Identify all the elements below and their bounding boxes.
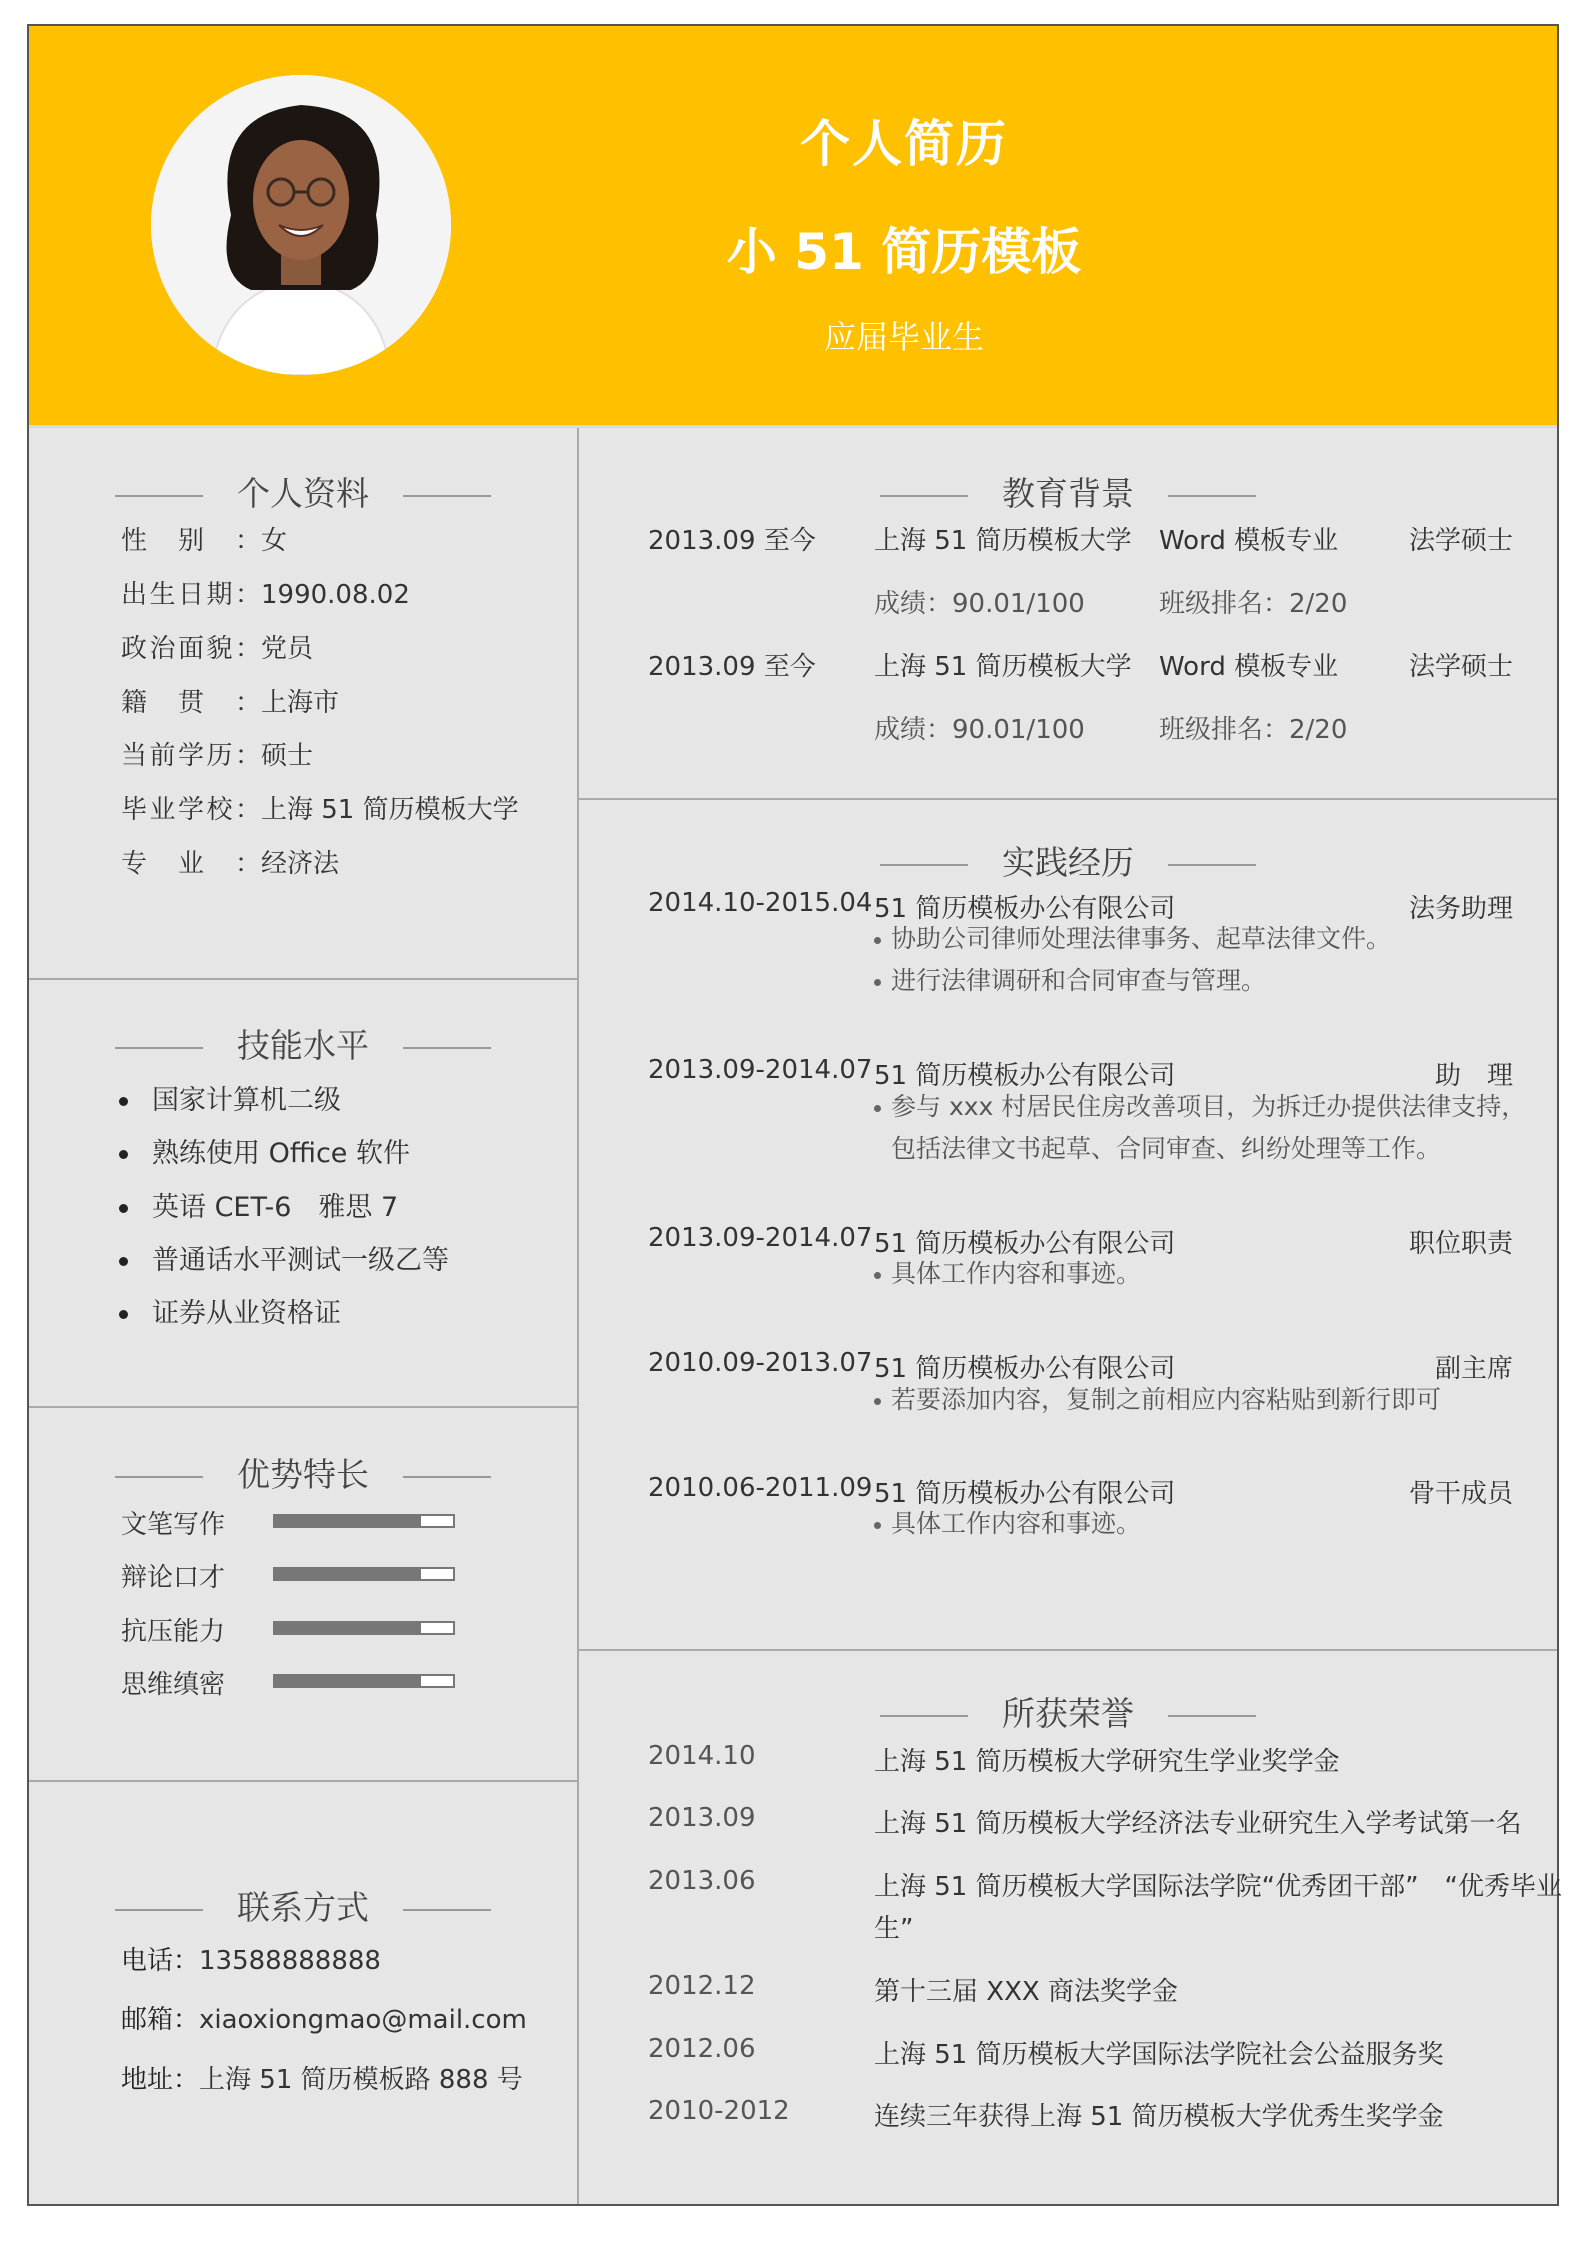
exp-role: 助 理 [1434, 1061, 1513, 1091]
honor-year: 2013.06 [648, 1866, 756, 1896]
exp-company: 51 简历模板办公有限公司 [874, 894, 1176, 924]
honor-year: 2013.09 [648, 1803, 756, 1833]
personal-item-degree: 当前学历：硕士 [121, 741, 314, 771]
section-title-contact: 联系方式 [29, 1882, 577, 1929]
strength-bar [273, 1621, 455, 1635]
personal-item-political: 政治面貌：党员 [121, 634, 314, 664]
resume-title: 个人简历 [800, 115, 1008, 173]
personal-item-school: 毕业学校：上海 51 简历模板大学 [121, 795, 519, 825]
edu-period: 2013.09 至今 [648, 652, 816, 682]
strength-bar [273, 1674, 455, 1688]
exp-detail: 协助公司律师处理法律事务、起草法律文件。 [874, 918, 1391, 960]
strength-bar [273, 1514, 455, 1528]
strength-bar [273, 1567, 455, 1581]
exp-role: 法务助理 [1408, 894, 1513, 924]
section-title-education: 教育背景 [579, 468, 1557, 515]
avatar [151, 75, 451, 375]
section-title-strengths: 优势特长 [29, 1449, 577, 1496]
section-divider [579, 1649, 1557, 1651]
contact-address: 地址：上海 51 简历模板路 888 号 [121, 2065, 523, 2095]
exp-period: 2013.09-2014.07 [648, 1223, 873, 1253]
left-column [29, 428, 579, 2204]
resume-header [29, 26, 1557, 428]
honor-year: 2012.06 [648, 2034, 756, 2064]
edu-degree: 法学硕士 [1408, 526, 1513, 556]
section-title-skills: 技能水平 [29, 1020, 577, 1067]
section-title-personal: 个人资料 [29, 468, 577, 515]
honor-year: 2014.10 [648, 1741, 756, 1771]
resume-subtitle: 应届毕业生 [823, 318, 984, 356]
personal-item-hometown: 籍贯：上海市 [121, 688, 340, 718]
resume-page [27, 24, 1563, 2206]
edu-rank: 班级排名：2/20 [1159, 589, 1348, 619]
section-divider [579, 798, 1557, 800]
portrait-photo [151, 75, 451, 375]
personal-item-major: 专业：经济法 [121, 849, 340, 879]
strength-label: 辩论口才 [121, 1563, 226, 1593]
section-divider [29, 978, 577, 980]
honor-text: 上海 51 简历模板大学国际法学院社会公益服务奖 [874, 2040, 1444, 2070]
honor-text: 第十三届 XXX 商法奖学金 [874, 1977, 1178, 2007]
exp-detail: 具体工作内容和事迹。 [874, 1253, 1141, 1295]
skill-item: 英语 CET-6 雅思 7 [119, 1185, 398, 1224]
personal-item-gender: 性别：女 [121, 526, 288, 556]
honor-text: 上海 51 简历模板大学经济法专业研究生入学考试第一名 [874, 1809, 1522, 1839]
contact-phone: 电话：13588888888 [121, 1946, 381, 1976]
strength-label: 文笔写作 [121, 1510, 226, 1540]
personal-item-birthdate: 出生日期：1990.08.02 [121, 580, 410, 610]
honor-text: 上海 51 简历模板大学研究生学业奖学金 [874, 1747, 1340, 1777]
edu-degree: 法学硕士 [1408, 652, 1513, 682]
exp-period: 2013.09-2014.07 [648, 1055, 873, 1085]
section-title-honors: 所获荣誉 [579, 1688, 1557, 1735]
exp-detail: 包括法律文书起草、合同审查、纠纷处理等工作。 [891, 1134, 1442, 1163]
skill-item: 证券从业资格证 [119, 1291, 341, 1330]
section-divider [29, 1780, 577, 1782]
exp-period: 2010.09-2013.07 [648, 1348, 873, 1378]
skill-item: 熟练使用 Office 软件 [119, 1131, 410, 1170]
honor-year: 2012.12 [648, 1971, 756, 2001]
exp-company: 51 简历模板办公有限公司 [874, 1061, 1176, 1091]
honor-text: 上海 51 简历模板大学国际法学院“优秀团干部” “优秀毕业 [874, 1872, 1563, 1902]
exp-company: 51 简历模板办公有限公司 [874, 1354, 1176, 1384]
edu-major: Word 模板专业 [1159, 652, 1339, 682]
contact-email: 邮箱：xiaoxiongmao@mail.com [121, 2005, 527, 2035]
honor-text: 连续三年获得上海 51 简历模板大学优秀生奖学金 [874, 2102, 1444, 2132]
honor-year: 2010-2012 [648, 2096, 790, 2126]
honor-text-continued: 生” [874, 1914, 914, 1944]
exp-period: 2014.10-2015.04 [648, 888, 873, 918]
edu-school: 上海 51 简历模板大学 [874, 526, 1132, 556]
exp-detail: 进行法律调研和合同审查与管理。 [874, 960, 1266, 1002]
resume-name: 小 51 简历模板 [726, 223, 1082, 281]
right-column [579, 428, 1563, 2204]
skill-item: 普通话水平测试一级乙等 [119, 1238, 449, 1277]
edu-school: 上海 51 简历模板大学 [874, 652, 1132, 682]
exp-role: 骨干成员 [1408, 1479, 1513, 1509]
edu-score: 成绩：90.01/100 [874, 715, 1085, 745]
section-divider [29, 1406, 577, 1408]
edu-major: Word 模板专业 [1159, 526, 1339, 556]
exp-company: 51 简历模板办公有限公司 [874, 1229, 1176, 1259]
section-title-experience: 实践经历 [579, 837, 1557, 884]
strength-label: 思维缜密 [121, 1670, 226, 1700]
edu-period: 2013.09 至今 [648, 526, 816, 556]
exp-role: 副主席 [1434, 1354, 1513, 1384]
exp-period: 2010.06-2011.09 [648, 1473, 873, 1503]
skill-item: 国家计算机二级 [119, 1078, 341, 1117]
exp-detail: 参与 xxx 村居民住房改善项目，为拆迁办提供法律支持， [874, 1086, 1526, 1128]
exp-company: 51 简历模板办公有限公司 [874, 1479, 1176, 1509]
exp-detail: 若要添加内容，复制之前相应内容粘贴到新行即可 [874, 1379, 1441, 1421]
edu-score: 成绩：90.01/100 [874, 589, 1085, 619]
exp-role: 职位职责 [1408, 1229, 1513, 1259]
strength-label: 抗压能力 [121, 1617, 226, 1647]
edu-rank: 班级排名：2/20 [1159, 715, 1348, 745]
exp-detail: 具体工作内容和事迹。 [874, 1503, 1141, 1545]
